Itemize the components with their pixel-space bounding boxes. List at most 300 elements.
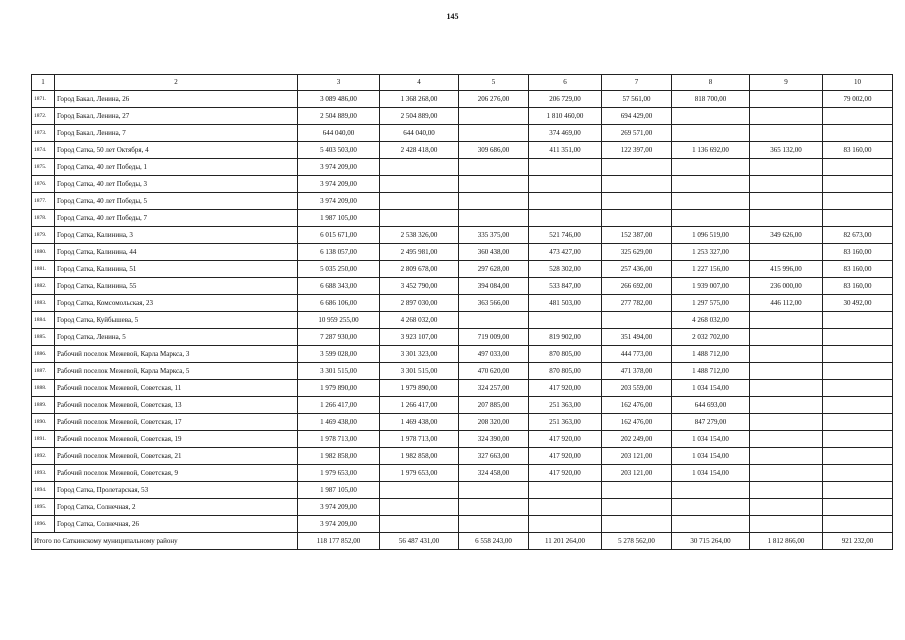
value-cell: 870 805,00 [529,363,602,380]
value-cell: 1 266 417,00 [380,397,459,414]
value-cell: 1 469 438,00 [380,414,459,431]
value-cell: 1 978 713,00 [298,431,380,448]
value-cell: 1 978 713,00 [380,431,459,448]
value-cell [823,397,893,414]
table-row [32,142,893,159]
value-cell [602,482,672,499]
value-cell: 325 629,00 [602,244,672,261]
value-cell: 1 034 154,00 [672,465,750,482]
value-cell [459,482,529,499]
value-cell: 1 987 105,00 [298,482,380,499]
value-cell: 847 279,00 [672,414,750,431]
value-cell [750,465,823,482]
value-cell [602,176,672,193]
address-cell: Рабочий поселок Межевой, Советская, 11 [55,380,298,397]
value-cell: 417 920,00 [529,380,602,397]
value-cell [529,193,602,210]
value-cell [750,210,823,227]
value-cell: 1 982 858,00 [380,448,459,465]
value-cell: 6 688 343,00 [298,278,380,295]
address-cell: Город Бакал, Ленина, 7 [55,125,298,142]
table-row [32,380,893,397]
value-cell [529,312,602,329]
value-cell [459,312,529,329]
value-cell: 277 782,00 [602,295,672,312]
row-number: 1872. [32,108,55,125]
value-cell [750,431,823,448]
table-row [32,108,893,125]
row-number: 1871. [32,91,55,108]
value-cell: 1 227 156,00 [672,261,750,278]
value-cell: 79 002,00 [823,91,893,108]
address-cell: Рабочий поселок Межевой, Карла Маркса, 5 [55,363,298,380]
value-cell [750,482,823,499]
total-cell: 56 487 431,00 [380,533,459,550]
value-cell: 1 034 154,00 [672,448,750,465]
value-cell: 203 559,00 [602,380,672,397]
address-cell: Город Сатка, Пролетарская, 53 [55,482,298,499]
value-cell: 7 287 930,00 [298,329,380,346]
data-table [31,74,893,550]
value-cell: 2 032 702,00 [672,329,750,346]
total-cell: 5 278 562,00 [602,533,672,550]
value-cell [823,482,893,499]
value-cell: 394 084,00 [459,278,529,295]
value-cell: 417 920,00 [529,465,602,482]
total-row [32,533,893,550]
value-cell: 363 566,00 [459,295,529,312]
value-cell [750,414,823,431]
value-cell: 1 136 692,00 [672,142,750,159]
row-number: 1882. [32,278,55,295]
value-cell [750,91,823,108]
value-cell: 411 351,00 [529,142,602,159]
value-cell [823,465,893,482]
value-cell: 251 363,00 [529,397,602,414]
value-cell [380,210,459,227]
value-cell: 269 571,00 [602,125,672,142]
value-cell [823,431,893,448]
value-cell [672,108,750,125]
table-row [32,227,893,244]
value-cell [823,448,893,465]
table-row [32,159,893,176]
address-cell: Город Бакал, Ленина, 27 [55,108,298,125]
table-row [32,414,893,431]
value-cell: 1 034 154,00 [672,380,750,397]
value-cell: 2 538 326,00 [380,227,459,244]
table-row [32,431,893,448]
value-cell: 4 268 032,00 [672,312,750,329]
value-cell [750,448,823,465]
table-row [32,91,893,108]
value-cell: 324 257,00 [459,380,529,397]
value-cell: 30 492,00 [823,295,893,312]
row-number: 1880. [32,244,55,261]
value-cell: 82 673,00 [823,227,893,244]
value-cell [602,516,672,533]
value-cell: 360 438,00 [459,244,529,261]
value-cell: 206 729,00 [529,91,602,108]
total-cell: 118 177 852,00 [298,533,380,550]
value-cell: 1 488 712,00 [672,346,750,363]
row-number: 1873. [32,125,55,142]
column-header: 6 [529,75,602,91]
value-cell: 83 160,00 [823,142,893,159]
value-cell [672,499,750,516]
value-cell: 6 686 106,00 [298,295,380,312]
value-cell: 236 000,00 [750,278,823,295]
row-number: 1896. [32,516,55,533]
address-cell: Город Сатка, Ленина, 5 [55,329,298,346]
value-cell: 324 390,00 [459,431,529,448]
value-cell: 1 469 438,00 [298,414,380,431]
value-cell: 208 320,00 [459,414,529,431]
value-cell: 719 009,00 [459,329,529,346]
page-number: 145 [446,12,459,21]
value-cell [823,329,893,346]
value-cell [672,516,750,533]
value-cell: 1 810 460,00 [529,108,602,125]
value-cell: 266 692,00 [602,278,672,295]
total-cell: 921 232,00 [823,533,893,550]
value-cell: 3 452 790,00 [380,278,459,295]
value-cell: 203 121,00 [602,465,672,482]
table-row [32,261,893,278]
row-number: 1893. [32,465,55,482]
value-cell: 471 378,00 [602,363,672,380]
row-number: 1879. [32,227,55,244]
value-cell [459,108,529,125]
value-cell [823,108,893,125]
row-number: 1874. [32,142,55,159]
value-cell: 3 974 209,00 [298,193,380,210]
column-header: 2 [55,75,298,91]
value-cell: 870 805,00 [529,346,602,363]
value-cell [750,125,823,142]
value-cell [602,159,672,176]
row-number: 1892. [32,448,55,465]
value-cell: 207 885,00 [459,397,529,414]
row-number: 1886. [32,346,55,363]
value-cell: 2 504 889,00 [380,108,459,125]
address-cell: Город Бакал, Ленина, 26 [55,91,298,108]
value-cell [529,482,602,499]
value-cell: 3 974 209,00 [298,159,380,176]
value-cell [823,125,893,142]
value-cell: 818 700,00 [672,91,750,108]
address-cell: Город Сатка, 40 лет Победы, 7 [55,210,298,227]
value-cell: 3 974 209,00 [298,499,380,516]
address-cell: Город Сатка, 40 лет Победы, 1 [55,159,298,176]
column-header: 10 [823,75,893,91]
value-cell: 309 686,00 [459,142,529,159]
address-cell: Город Сатка, 40 лет Победы, 3 [55,176,298,193]
value-cell: 446 112,00 [750,295,823,312]
value-cell: 5 035 250,00 [298,261,380,278]
table-row [32,278,893,295]
table-row [32,516,893,533]
value-cell: 528 302,00 [529,261,602,278]
value-cell [823,210,893,227]
value-cell [380,176,459,193]
total-cell: 30 715 264,00 [672,533,750,550]
row-number: 1876. [32,176,55,193]
value-cell: 349 626,00 [750,227,823,244]
value-cell [672,159,750,176]
row-number: 1885. [32,329,55,346]
value-cell: 351 494,00 [602,329,672,346]
row-number: 1890. [32,414,55,431]
value-cell: 1 979 653,00 [380,465,459,482]
value-cell: 1 979 890,00 [298,380,380,397]
row-number: 1884. [32,312,55,329]
value-cell [602,312,672,329]
value-cell [672,210,750,227]
value-cell [823,380,893,397]
value-cell [750,244,823,261]
value-cell: 1 979 890,00 [380,380,459,397]
value-cell [459,193,529,210]
value-cell [529,499,602,516]
value-cell [459,516,529,533]
column-header: 9 [750,75,823,91]
value-cell [672,482,750,499]
value-cell [529,516,602,533]
table-row [32,176,893,193]
value-cell: 1 982 858,00 [298,448,380,465]
value-cell: 297 628,00 [459,261,529,278]
value-cell: 444 773,00 [602,346,672,363]
value-cell: 415 996,00 [750,261,823,278]
address-cell: Рабочий поселок Межевой, Советская, 13 [55,397,298,414]
address-cell: Город Сатка, Калинина, 55 [55,278,298,295]
column-header: 3 [298,75,380,91]
value-cell [750,516,823,533]
value-cell [823,312,893,329]
column-header: 1 [32,75,55,91]
table-row [32,125,893,142]
value-cell: 1 253 327,00 [672,244,750,261]
value-cell: 3 089 486,00 [298,91,380,108]
value-cell: 203 121,00 [602,448,672,465]
row-number: 1888. [32,380,55,397]
value-cell: 3 599 028,00 [298,346,380,363]
value-cell: 1 297 575,00 [672,295,750,312]
row-number: 1891. [32,431,55,448]
address-cell: Город Сатка, Калинина, 44 [55,244,298,261]
table-row [32,465,893,482]
value-cell [750,363,823,380]
value-cell: 819 902,00 [529,329,602,346]
value-cell: 2 897 030,00 [380,295,459,312]
value-cell [529,176,602,193]
value-cell: 470 620,00 [459,363,529,380]
value-cell [672,176,750,193]
value-cell: 473 427,00 [529,244,602,261]
table-row [32,312,893,329]
header-row [32,75,893,91]
value-cell: 324 458,00 [459,465,529,482]
row-number: 1877. [32,193,55,210]
value-cell [672,125,750,142]
value-cell [380,499,459,516]
value-cell [750,380,823,397]
row-number: 1875. [32,159,55,176]
value-cell: 10 959 255,00 [298,312,380,329]
address-cell: Город Сатка, Калинина, 51 [55,261,298,278]
table-row [32,244,893,261]
value-cell [380,482,459,499]
value-cell [529,210,602,227]
value-cell [529,159,602,176]
value-cell: 206 276,00 [459,91,529,108]
column-header: 5 [459,75,529,91]
address-cell: Рабочий поселок Межевой, Советская, 9 [55,465,298,482]
value-cell [823,516,893,533]
value-cell: 1 987 105,00 [298,210,380,227]
value-cell [602,499,672,516]
column-header: 8 [672,75,750,91]
row-number: 1887. [32,363,55,380]
value-cell: 497 033,00 [459,346,529,363]
table-row [32,363,893,380]
value-cell [823,346,893,363]
address-cell: Рабочий поселок Межевой, Советская, 17 [55,414,298,431]
table-row [32,499,893,516]
row-number: 1894. [32,482,55,499]
value-cell: 1 266 417,00 [298,397,380,414]
row-number: 1883. [32,295,55,312]
value-cell: 4 268 032,00 [380,312,459,329]
value-cell: 417 920,00 [529,448,602,465]
total-cell: 11 201 264,00 [529,533,602,550]
value-cell: 83 160,00 [823,244,893,261]
value-cell: 3 923 107,00 [380,329,459,346]
total-label: Итого по Саткинскому муниципальному району [32,533,298,550]
value-cell [380,159,459,176]
value-cell: 202 249,00 [602,431,672,448]
value-cell: 3 974 209,00 [298,516,380,533]
value-cell: 2 495 981,00 [380,244,459,261]
value-cell [602,193,672,210]
value-cell: 3 301 323,00 [380,346,459,363]
value-cell [823,176,893,193]
table-row [32,448,893,465]
value-cell: 1 979 653,00 [298,465,380,482]
column-header: 7 [602,75,672,91]
value-cell: 335 375,00 [459,227,529,244]
value-cell [750,108,823,125]
value-cell [823,159,893,176]
value-cell [459,125,529,142]
value-cell: 162 476,00 [602,397,672,414]
address-cell: Город Сатка, Куйбышева, 5 [55,312,298,329]
value-cell: 374 469,00 [529,125,602,142]
value-cell: 152 387,00 [602,227,672,244]
value-cell: 644 693,00 [672,397,750,414]
value-cell: 1 368 268,00 [380,91,459,108]
value-cell: 6 015 671,00 [298,227,380,244]
value-cell [672,193,750,210]
value-cell: 644 040,00 [298,125,380,142]
value-cell: 83 160,00 [823,261,893,278]
value-cell [459,499,529,516]
value-cell [459,159,529,176]
value-cell [459,176,529,193]
value-cell: 1 096 519,00 [672,227,750,244]
value-cell: 2 809 678,00 [380,261,459,278]
address-cell: Город Сатка, Солнечная, 26 [55,516,298,533]
value-cell: 2 504 889,00 [298,108,380,125]
row-number: 1878. [32,210,55,227]
value-cell [750,159,823,176]
value-cell: 122 397,00 [602,142,672,159]
value-cell [750,312,823,329]
total-cell: 6 558 243,00 [459,533,529,550]
row-number: 1889. [32,397,55,414]
value-cell: 3 974 209,00 [298,176,380,193]
value-cell: 481 503,00 [529,295,602,312]
value-cell [823,499,893,516]
address-cell: Город Сатка, Солнечная, 2 [55,499,298,516]
value-cell: 1 034 154,00 [672,431,750,448]
address-cell: Рабочий поселок Межевой, Карла Маркса, 3 [55,346,298,363]
value-cell [602,210,672,227]
address-cell: Рабочий поселок Межевой, Советская, 19 [55,431,298,448]
value-cell: 521 746,00 [529,227,602,244]
value-cell [750,193,823,210]
value-cell [459,210,529,227]
value-cell: 3 301 515,00 [380,363,459,380]
value-cell: 6 138 057,00 [298,244,380,261]
value-cell: 365 132,00 [750,142,823,159]
column-header: 4 [380,75,459,91]
table-row [32,482,893,499]
value-cell: 2 428 418,00 [380,142,459,159]
address-cell: Город Сатка, Комсомольская, 23 [55,295,298,312]
table-row [32,193,893,210]
address-cell: Рабочий поселок Межевой, Советская, 21 [55,448,298,465]
value-cell: 327 663,00 [459,448,529,465]
value-cell: 644 040,00 [380,125,459,142]
value-cell: 57 561,00 [602,91,672,108]
value-cell [750,397,823,414]
address-cell: Город Сатка, 50 лет Октября, 4 [55,142,298,159]
value-cell: 3 301 515,00 [298,363,380,380]
value-cell: 1 939 007,00 [672,278,750,295]
value-cell [750,499,823,516]
value-cell [750,329,823,346]
value-cell [380,193,459,210]
value-cell [380,516,459,533]
value-cell [750,346,823,363]
row-number: 1881. [32,261,55,278]
value-cell: 83 160,00 [823,278,893,295]
row-number: 1895. [32,499,55,516]
value-cell [750,176,823,193]
value-cell: 257 436,00 [602,261,672,278]
address-cell: Город Сатка, 40 лет Победы, 5 [55,193,298,210]
value-cell: 417 920,00 [529,431,602,448]
table-row [32,295,893,312]
table-row [32,397,893,414]
value-cell [823,363,893,380]
value-cell: 251 363,00 [529,414,602,431]
table-row [32,346,893,363]
value-cell [823,414,893,431]
value-cell: 1 488 712,00 [672,363,750,380]
